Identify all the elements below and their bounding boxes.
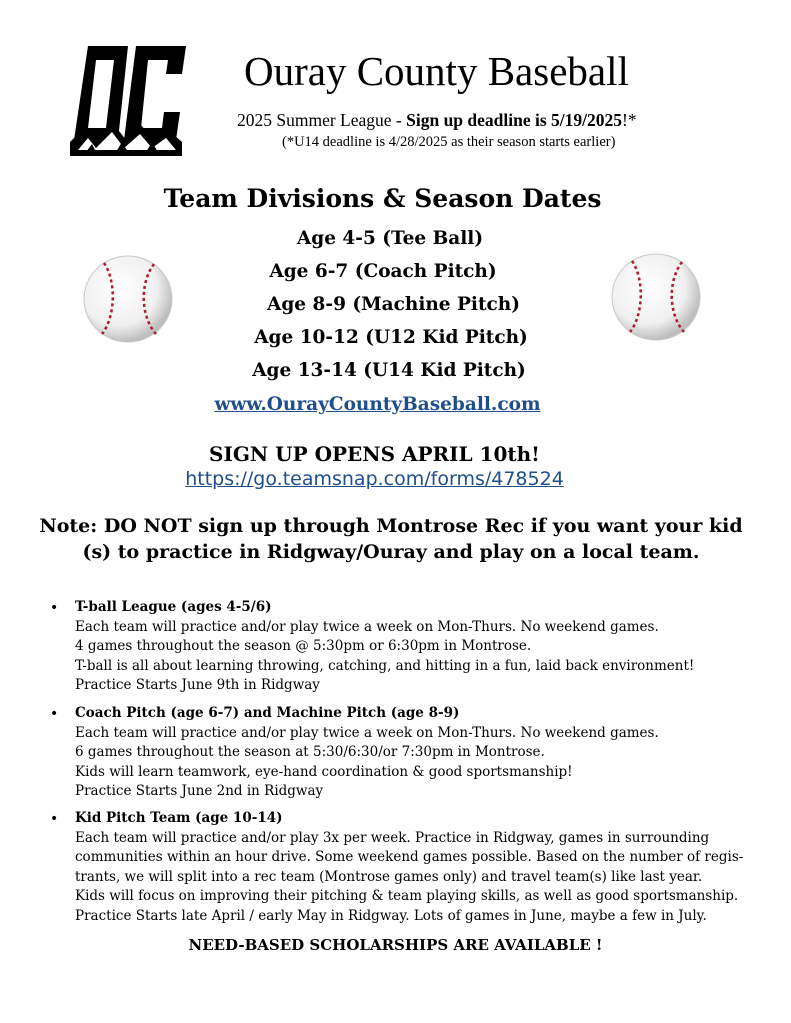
section-line: 4 games throughout the season @ 5:30pm or 6:30pm in Montrose. [75, 638, 532, 655]
section-line: Each team will practice and/or play twice a week on Mon-Thurs. No weekend games. [75, 724, 659, 741]
section-heading: Coach Pitch (age 6-7) and Machine Pitch (age 8-9) [75, 705, 460, 721]
baseball-icon [610, 252, 702, 342]
division-item: Age 4-5 (Tee Ball) [296, 228, 484, 249]
kid-pitch-section [75, 809, 765, 927]
league-subtitle [237, 110, 637, 131]
section-line: trants, we will split into a rec team (Montrose games only) and travel team(s) like last year. [75, 868, 703, 885]
section-line: Practice Starts June 2nd in Ridgway [75, 783, 324, 800]
divisions-heading: Team Divisions & Season Dates [163, 184, 602, 213]
ouray-county-logo [66, 42, 190, 160]
page-title: Ouray County Baseball [244, 48, 629, 94]
subtitle-season: 2025 Summer League - [237, 110, 407, 130]
division-item: Age 10-12 (U12 Kid Pitch) [254, 327, 528, 348]
u14-deadline-note: (*U14 deadline is 4/28/2025 as their season starts earlier) [282, 134, 616, 150]
signup-opens-heading: SIGN UP OPENS APRIL 10th! [209, 442, 540, 466]
bullet-icon: • [50, 600, 59, 616]
montrose-rec-note: Note: DO NOT sign up through Montrose Rec if you want your kid (s) to practice in Ridgway/Ouray and play on a local team. [39, 515, 743, 563]
division-item: Age 6-7 (Coach Pitch) [269, 261, 497, 282]
section-line: Practice Starts late April / early May in Ridgway. Lots of games in June, maybe a few in July. [75, 907, 707, 924]
baseball-icon [82, 254, 174, 344]
section-line: Kids will focus on improving their pitching & team playing skills, as well as good sportsmanship. [75, 888, 739, 905]
teamsnap-signup-link[interactable]: https://go.teamsnap.com/forms/478524 [185, 468, 564, 490]
section-line: Each team will practice and/or play 3x per week. Practice in Ridgway, games in surrounding [75, 829, 710, 846]
section-line: communities within an hour drive. Some weekend games possible. Based on the number of regis- [75, 849, 744, 866]
tball-section [75, 598, 765, 696]
division-item: Age 13-14 (U14 Kid Pitch) [252, 360, 526, 381]
coach-machine-pitch-section [75, 704, 765, 802]
section-line: T-ball is all about learning throwing, catching, and hitting in a fun, laid back environment! [75, 657, 695, 674]
section-heading: Kid Pitch Team (age 10-14) [75, 810, 283, 826]
website-link[interactable]: www.OurayCountyBaseball.com [214, 394, 541, 415]
section-heading: T-ball League (ages 4-5/6) [75, 599, 272, 615]
division-item: Age 8-9 (Machine Pitch) [267, 294, 520, 315]
scholarship-notice: NEED-BASED SCHOLARSHIPS ARE AVAILABLE ! [188, 936, 603, 954]
section-line: Each team will practice and/or play twice a week on Mon-Thurs. No weekend games. [75, 618, 659, 635]
signup-deadline: Sign up deadline is 5/19/2025 [406, 110, 623, 130]
section-line: Kids will learn teamwork, eye-hand coordination & good sportsmanship! [75, 763, 573, 780]
section-line: 6 games throughout the season at 5:30/6:30/or 7:30pm in Montrose. [75, 744, 545, 761]
section-line: Practice Starts June 9th in Ridgway [75, 677, 320, 694]
bullet-icon: • [50, 811, 59, 827]
bullet-icon: • [50, 706, 59, 722]
subtitle-tail: !* [622, 110, 637, 130]
